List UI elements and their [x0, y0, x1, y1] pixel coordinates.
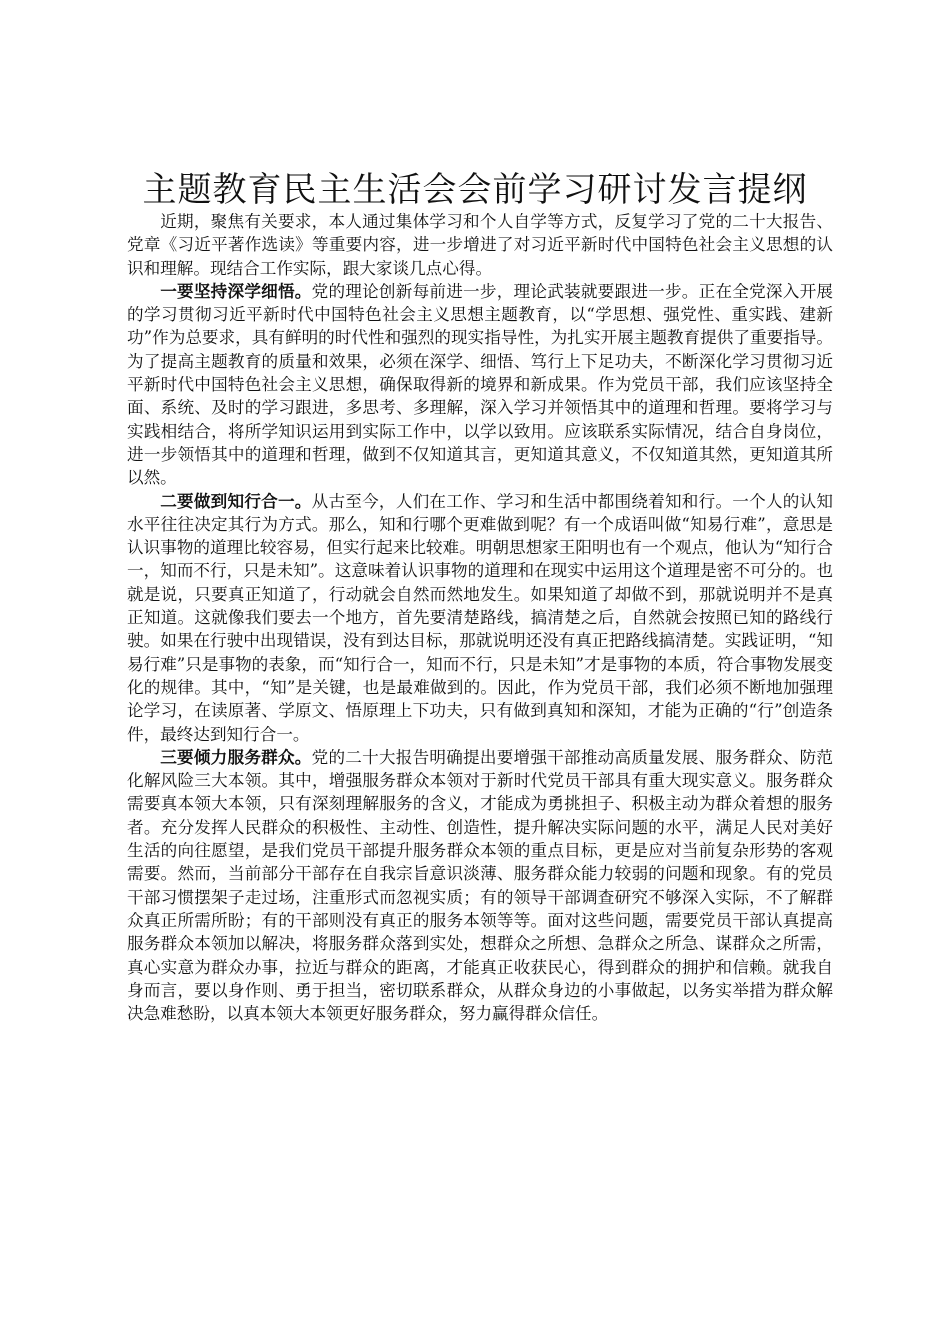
section-heading-3: 三要倾力服务群众。	[160, 746, 312, 767]
document-title: 主题教育民主生活会会前学习研讨发言提纲	[142, 170, 808, 210]
section-paragraph-2	[127, 490, 833, 746]
section-paragraph-1	[127, 280, 833, 490]
section-text-3: 党的二十大报告明确提出要增强干部推动高质量发展、服务群众、防范化解风险三大本领。其中，增强服务群众本领对于新时代党员干部具有重大现实意义。服务群众需要真本领大本领，只有深刻理解服务的含义，才能成为勇挑担子、积极主动为群众着想的服务者。充分发挥人民群众的积极性、主动性、创造性，提升解决实际问题的水平，满足人民对美好生活的向往愿望，是我们党员干部提升服务群众本领的重点目标，更是应对当前复杂形势的客观需要。然而，当前部分干部存在自我宗旨意识淡薄、服务群众能力较弱的问题和现象。有的党员干部习惯摆架子走过场，注重形式而忽视实质；有的领导干部调查研究不够深入实际，不了解群众真正所需所盼；有的干部则没有真正的服务本领等等。面对这些问题，需要党员干部认真提高服务群众本领加以解决，将服务群众落到实处，想群众之所想、急群众之所急、谋群众之所需，真心实意为群众办事，拉近与群众的距离，才能真正收获民心，得到群众的拥护和信赖。就我自身而言，要以身作则、勇于担当，密切联系群众，从群众身边的小事做起，以务实举措为群众解决急难愁盼，以真本领大本领更好服务群众，努力赢得群众信任。	[127, 747, 834, 1024]
section-text-2: 从古至今，人们在工作、学习和生活中都围绕着知和行。一个人的认知水平往往决定其行为方式。那么，知和行哪个更难做到呢？有一个成语叫做“知易行难”，意思是认识事物的道理比较容易，但实行起来比较难。明朝思想家王阳明也有一个观点，他认为“知行合一，知而不行，只是未知”。这意味着认识事物的道理和在现实中运用这个道理是密不可分的。也就是说，只要真正知道了，行动就会自然而然地发生。如果知道了却做不到，那就说明并不是真正知道。这就像我们要去一个地方，首先要清楚路线，搞清楚之后，自然就会按照已知的路线行驶。如果在行驶中出现错误，没有到达目标，那就说明还没有真正把路线搞清楚。实践证明，“知易行难”只是事物的表象，而“知行合一，知而不行，只是未知”才是事物的本质，符合事物发展变化的规律。其中，“知”是关键，也是最难做到的。因此，作为党员干部，我们必须不断地加强理论学习，在读原著、学原文、悟原理上下功夫，只有做到真知和深知，才能为正确的“行”创造条件，最终达到知行合一。	[127, 491, 834, 744]
document-body	[127, 210, 833, 1025]
section-heading-1: 一要坚持深学细悟。	[160, 280, 312, 301]
section-heading-2: 二要做到知行合一。	[160, 490, 312, 511]
section-paragraph-3	[127, 746, 833, 1026]
intro-paragraph: 近期，聚焦有关要求，本人通过集体学习和个人自学等方式，反复学习了党的二十大报告、党章《习近平著作选读》等重要内容，进一步增进了对习近平新时代中国特色社会主义思想的认识和理解。现结合工作实际，跟大家谈几点心得。	[127, 212, 833, 278]
section-text-1: 党的理论创新每前进一步，理论武装就要跟进一步。正在全党深入开展的学习贯彻习近平新时代中国特色社会主义思想主题教育，以“学思想、强党性、重实践、建新功”作为总要求，具有鲜明的时代性和强烈的现实指导性，为扎实开展主题教育提供了重要指导。为了提高主题教育的质量和效果，必须在深学、细悟、笃行上下足功夫，不断深化学习贯彻习近平新时代中国特色社会主义思想，确保取得新的境界和新成果。作为党员干部，我们应该坚持全面、系统、及时的学习跟进，多思考、多理解，深入学习并领悟其中的道理和哲理。要将学习与实践相结合，将所学知识运用到实际工作中，以学以致用。应该联系实际情况，结合自身岗位，进一步领悟其中的道理和哲理，做到不仅知道其言，更知道其意义，不仅知道其然，更知道其所以然。	[127, 281, 834, 488]
